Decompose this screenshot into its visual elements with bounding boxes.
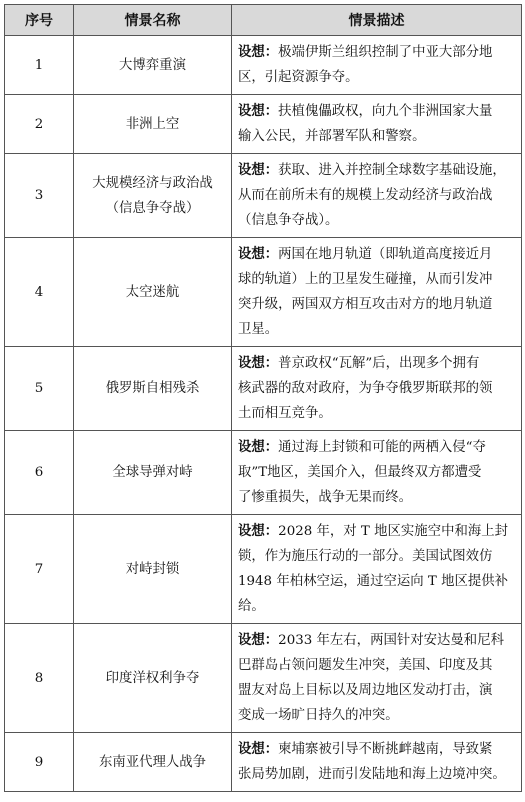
scenario-description (232, 515, 522, 624)
description-text: 获取、进入并控制全球数字基础设施， (278, 163, 506, 178)
description-line (238, 762, 516, 787)
scenario-name (74, 36, 232, 95)
table-row (5, 733, 522, 792)
description-line (238, 594, 516, 619)
description-text: 取”T地区，美国介入，但最终双方都遭受 (238, 465, 482, 480)
description-line (238, 678, 516, 703)
scenario-name-line: 对峙封锁 (125, 561, 180, 577)
table-row (5, 347, 522, 431)
row-number: 1 (5, 36, 74, 95)
table-row (5, 238, 522, 347)
assumption-label: 设想： (238, 355, 279, 371)
description-line (238, 544, 516, 569)
scenario-name-line: （信息争夺战） (105, 200, 200, 216)
description-line (238, 628, 516, 653)
table-header-row (5, 5, 522, 36)
scenario-description (232, 95, 522, 154)
table-row (5, 515, 522, 624)
description-text: 巴群岛占领问题发生冲突，美国、印度及其 (238, 658, 493, 673)
description-text: 区，引起资源争夺。 (238, 70, 359, 85)
description-text: 普京政权“瓦解”后，出现多个拥有 (278, 356, 480, 371)
assumption-label: 设想： (238, 741, 279, 757)
description-text: 变成一场旷日持久的冲突。 (238, 708, 399, 723)
description-text: 极端伊斯兰组织控制了中亚大部分地 (278, 45, 493, 60)
description-text: 张局势加剧，进而引发陆地和海上边境冲突。 (238, 767, 506, 782)
scenario-table-container (4, 4, 521, 792)
scenario-name-line: 大博弈重演 (119, 57, 186, 73)
assumption-label: 设想： (238, 439, 279, 455)
description-line (238, 435, 516, 460)
header-number: 序号 (5, 5, 74, 36)
description-text: 柬埔寨被引导不断挑衅越南，导致紧 (278, 742, 493, 757)
scenario-description (232, 431, 522, 515)
scenario-name (74, 95, 232, 154)
description-line (238, 183, 516, 208)
scenario-description (232, 624, 522, 733)
scenario-description (232, 347, 522, 431)
description-line (238, 460, 516, 485)
scenario-name-line: 太空迷航 (125, 284, 180, 300)
row-number: 9 (5, 733, 74, 792)
scenario-table (4, 4, 522, 792)
description-line (238, 317, 516, 342)
assumption-label: 设想： (238, 103, 279, 119)
description-text: 球的轨道）上的卫星发生碰撞，从而引发冲 (238, 272, 493, 287)
scenario-description (232, 154, 522, 238)
scenario-name-line: 东南亚代理人战争 (98, 754, 207, 770)
scenario-name (74, 154, 232, 238)
assumption-label: 设想： (238, 246, 279, 262)
row-number: 3 (5, 154, 74, 238)
description-text: 从而在前所未有的规模上发动经济与政治战 (238, 188, 493, 203)
scenario-name-line: 印度洋权利争夺 (105, 670, 200, 686)
description-text: 两国在地月轨道（即轨道高度接近月 (278, 247, 493, 262)
description-line (238, 653, 516, 678)
description-line (238, 242, 516, 267)
description-text: 核武器的敌对政府，为争夺俄罗斯联邦的领 (238, 381, 493, 396)
scenario-name-line: 俄罗斯自相残杀 (105, 381, 200, 396)
description-line (238, 485, 516, 510)
description-text: （信息争夺战）。 (238, 213, 339, 228)
scenario-name (74, 238, 232, 347)
description-text: 土而相互竞争。 (238, 406, 332, 421)
assumption-label: 设想： (238, 162, 279, 178)
description-text: 突升级，两国双方相互攻击对方的地月轨道 (238, 297, 493, 312)
description-text: 2033 年左右，两国针对安达曼和尼科 (278, 633, 504, 648)
table-row (5, 154, 522, 238)
table-row (5, 431, 522, 515)
scenario-name-line: 非洲上空 (125, 116, 180, 132)
description-text: 1948 年柏林空运，通过空运向 T 地区提供补 (238, 574, 509, 589)
scenario-name-line: 全球导弹对峙 (112, 465, 193, 480)
row-number: 7 (5, 515, 74, 624)
row-number: 8 (5, 624, 74, 733)
assumption-label: 设想： (238, 632, 279, 648)
header-scenario-name: 情景名称 (74, 5, 232, 36)
assumption-label: 设想： (238, 44, 279, 60)
scenario-description (232, 36, 522, 95)
description-text: 通过海上封锁和可能的两栖入侵“夺 (278, 440, 486, 455)
scenario-name-line: 大规模经济与政治战 (92, 175, 213, 191)
row-number: 6 (5, 431, 74, 515)
description-line (238, 351, 516, 376)
description-line (238, 158, 516, 183)
description-text: 盟友对岛上目标以及周边地区发动打击，演 (238, 683, 493, 698)
description-line (238, 292, 516, 317)
description-text: 2028 年，对 T 地区实施空中和海上封 (278, 524, 509, 539)
description-line (238, 703, 516, 728)
table-row (5, 624, 522, 733)
description-line (238, 519, 516, 544)
scenario-name (74, 347, 232, 431)
scenario-name (74, 431, 232, 515)
scenario-name (74, 624, 232, 733)
description-line (238, 40, 516, 65)
scenario-name (74, 515, 232, 624)
row-number: 4 (5, 238, 74, 347)
description-text: 扶植傀儡政权，向九个非洲国家大量 (278, 104, 493, 119)
description-line (238, 208, 516, 233)
assumption-label: 设想： (238, 523, 279, 539)
table-body (5, 36, 522, 792)
scenario-name (74, 733, 232, 792)
description-text: 了惨重损失，战争无果而终。 (238, 490, 413, 505)
description-line (238, 376, 516, 401)
description-line (238, 569, 516, 594)
description-line (238, 65, 516, 90)
description-line (238, 267, 516, 292)
scenario-description (232, 238, 522, 347)
row-number: 2 (5, 95, 74, 154)
row-number: 5 (5, 347, 74, 431)
header-scenario-description: 情景描述 (232, 5, 522, 36)
table-row (5, 95, 522, 154)
description-line (238, 737, 516, 762)
description-text: 给。 (238, 599, 265, 614)
description-line (238, 401, 516, 426)
scenario-description (232, 733, 522, 792)
description-text: 锁，作为施压行动的一部分。美国试图效仿 (238, 549, 493, 564)
description-text: 输入公民，并部署军队和警察。 (238, 129, 426, 144)
description-line (238, 124, 516, 149)
description-text: 卫星。 (238, 322, 279, 337)
description-line (238, 99, 516, 124)
table-row (5, 36, 522, 95)
